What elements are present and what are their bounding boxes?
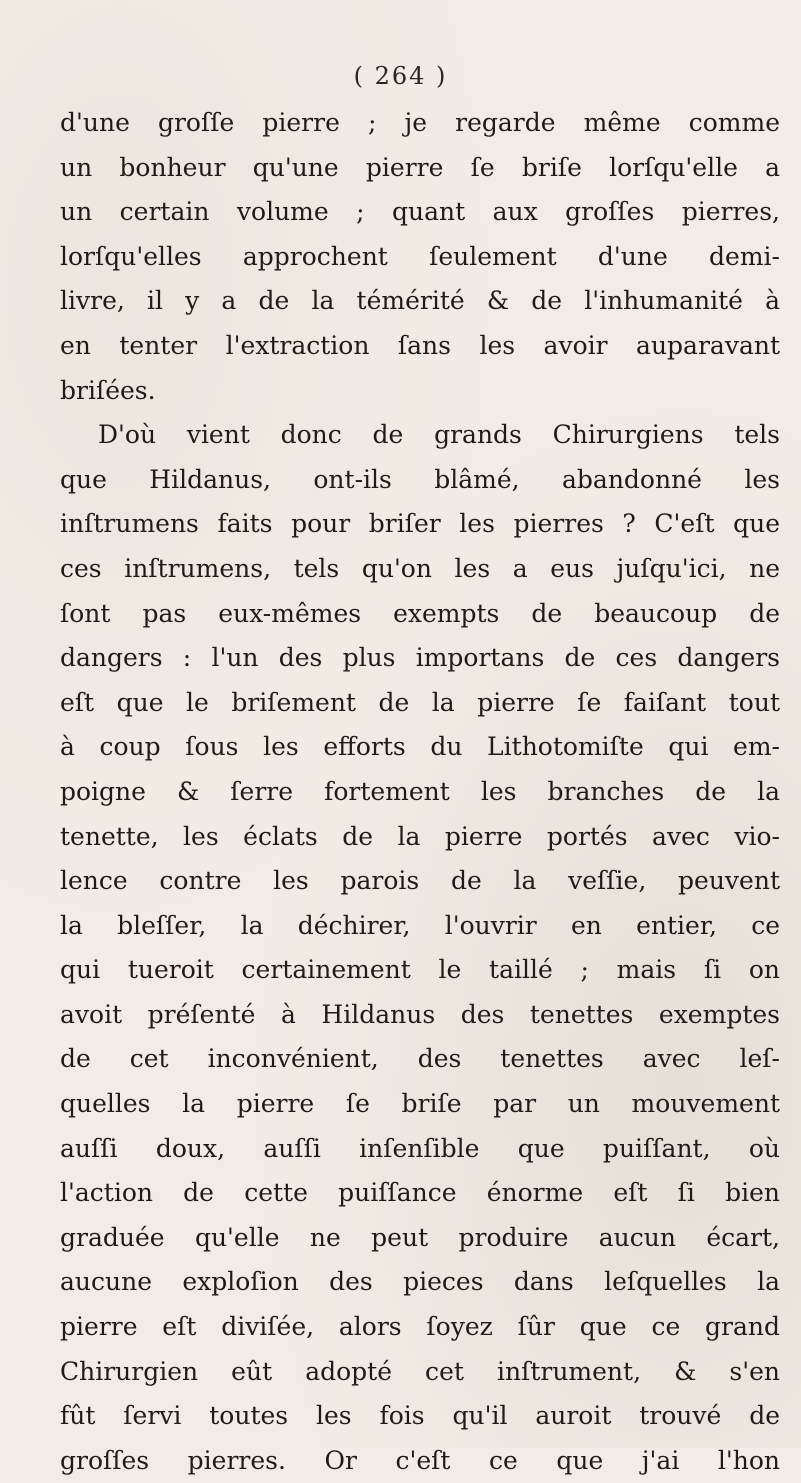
body-text xyxy=(60,101,780,1483)
text-line: un certain volume ; quant aux groſſes pierres, xyxy=(60,197,780,227)
text-line: graduée qu'elle ne peut produire aucun écart, xyxy=(60,1222,780,1252)
text-line: aucune exploſion des pieces dans leſquelles la xyxy=(60,1267,780,1297)
text-line: briſées. xyxy=(60,375,156,405)
text-line: la bleſſer, la déchirer, l'ouvrir en entier, ce xyxy=(60,910,780,940)
text-line: l'action de cette puiſſance énorme eſt ſi bien xyxy=(60,1178,780,1208)
text-line: en tenter l'extraction ſans les avoir auparavant xyxy=(60,330,780,360)
text-line: d'une groſſe pierre ; je regarde même comme xyxy=(60,108,780,137)
text-line: lorſqu'elles approchent ſeulement d'une demi- xyxy=(60,241,780,271)
text-line: dangers : l'un des plus importans de ces dangers xyxy=(60,643,780,673)
text-line: fût ſervi toutes les fois qu'il auroit trouvé de xyxy=(60,1401,780,1431)
text-line: qui tueroit certainement le taillé ; mais ſi on xyxy=(60,955,780,985)
text-line: groſſes pierres. Or c'eſt ce que j'ai l'hon xyxy=(60,1445,780,1475)
text-line: à coup ſous les efforts du Lithotomiſte qui em- xyxy=(60,732,780,762)
text-line: ſont pas eux-mêmes exempts de beaucoup de xyxy=(60,598,780,628)
text-line: lence contre les parois de la veſſie, peuvent xyxy=(60,866,780,896)
text-line: eſt que le briſement de la pierre ſe faiſant tout xyxy=(60,687,780,717)
page-number: ( 264 ) xyxy=(353,62,448,90)
text-line: auſſi doux, auſſi inſenſible que puiſſant, où xyxy=(60,1133,780,1163)
text-line: tenette, les éclats de la pierre portés avec vio- xyxy=(60,821,780,851)
text-line: avoit préſenté à Hildanus des tenettes exemptes xyxy=(60,999,780,1029)
text-line: poigne & ſerre fortement les branches de la xyxy=(60,776,780,806)
text-line: pierre eſt diviſée, alors ſoyez ſûr que ce grand xyxy=(60,1312,780,1342)
paragraph-start-line: D'où vient donc de grands Chirurgiens tels xyxy=(98,420,780,450)
text-line: un bonheur qu'une pierre ſe briſe lorſqu'elle a xyxy=(60,152,780,182)
text-line: Chirurgien eût adopté cet inſtrument, & s'en xyxy=(60,1356,780,1386)
text-line: inſtrumens faits pour briſer les pierres ? C'eſt que xyxy=(60,509,780,539)
text-line: de cet inconvénient, des tenettes avec leſ- xyxy=(60,1044,780,1074)
text-line: livre, il y a de la témérité & de l'inhumanité à xyxy=(60,286,780,316)
text-line: ces inſtrumens, tels qu'on les a eus juſqu'ici, ne xyxy=(60,553,780,583)
text-line: que Hildanus, ont-ils blâmé, abandonné les xyxy=(60,464,780,494)
text-line: quelles la pierre ſe briſe par un mouvement xyxy=(60,1089,780,1119)
